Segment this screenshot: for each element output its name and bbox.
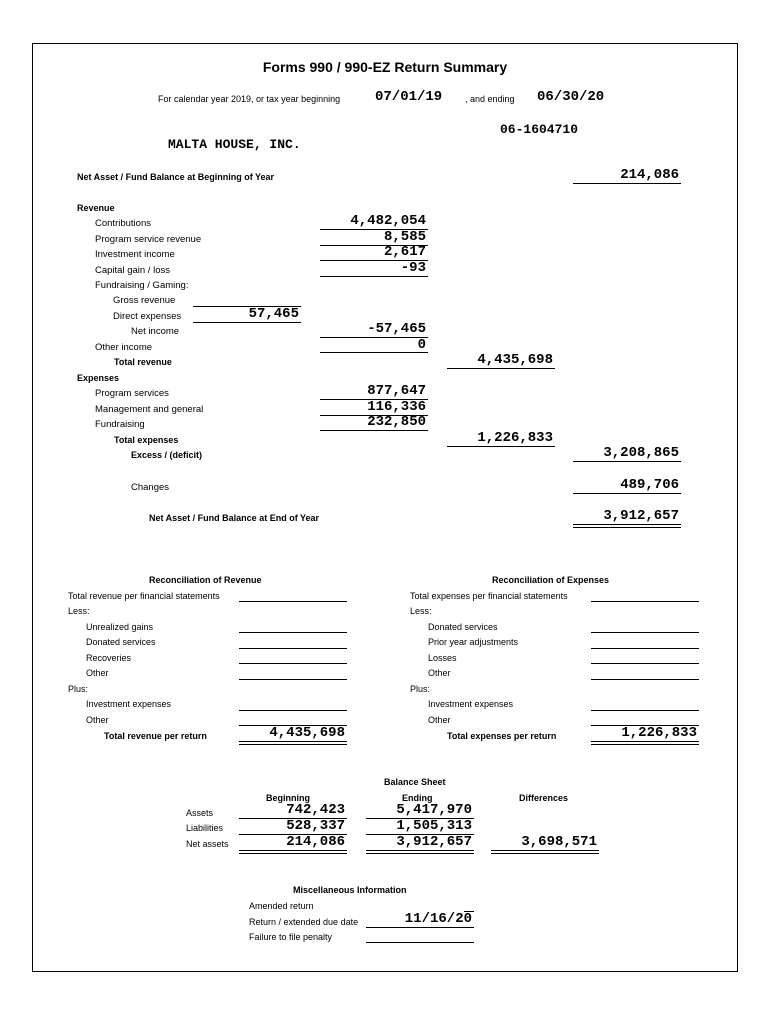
- liabilities-beginning: 528,337: [286, 818, 345, 834]
- recon-exp-total-label: Total expenses per return: [447, 731, 557, 741]
- rule: [573, 461, 681, 462]
- assets-label: Assets: [186, 808, 214, 818]
- program-service-revenue-label: Program service revenue: [95, 234, 202, 245]
- excess-deficit-label: Excess / (deficit): [131, 450, 203, 460]
- program-services-label: Program services: [95, 388, 169, 399]
- liabilities-ending: 1,505,313: [396, 818, 472, 834]
- net-assets-ending: 3,912,657: [396, 834, 472, 850]
- due-date-value: 11/16/20: [404, 911, 472, 927]
- program-service-revenue-value: 8,585: [383, 229, 426, 245]
- rule: [573, 493, 681, 494]
- rule: [591, 632, 699, 633]
- rule: [491, 850, 599, 854]
- net-beginning-underline: [573, 183, 681, 184]
- rule: [591, 663, 699, 664]
- net-end-label: Net Asset / Fund Balance at End of Year: [149, 513, 320, 523]
- net-income-label: Net income: [131, 326, 180, 337]
- recon-rev-other-label: Other: [86, 668, 109, 678]
- fundraising-value: 232,850: [367, 414, 426, 430]
- assets-ending: 5,417,970: [396, 802, 472, 818]
- rule: [239, 648, 347, 649]
- organization-name: MALTA HOUSE, INC.: [168, 137, 301, 152]
- balance-sheet-heading: Balance Sheet: [384, 777, 446, 787]
- rule: [239, 679, 347, 680]
- recon-rev-unrealized-label: Unrealized gains: [86, 622, 154, 632]
- other-income-value: 0: [417, 337, 426, 353]
- expenses-heading: Expenses: [77, 373, 120, 383]
- liabilities-label: Liabilities: [186, 823, 224, 833]
- recon-exp-donated-label: Donated services: [428, 622, 498, 632]
- recon-expenses-heading: Reconciliation of Expenses: [492, 575, 610, 585]
- amended-return-label: Amended return: [249, 901, 314, 911]
- assets-beginning: 742,423: [286, 802, 345, 818]
- gross-revenue-label: Gross revenue: [113, 295, 176, 306]
- contributions-label: Contributions: [95, 218, 151, 229]
- rule: [447, 446, 555, 447]
- penalty-label: Failure to file penalty: [249, 932, 333, 942]
- investment-income-value: 2,617: [383, 244, 426, 260]
- net-end-double-underline: [573, 524, 681, 528]
- rule: [591, 648, 699, 649]
- rule: [591, 710, 699, 711]
- fundraising-gaming-label: Fundraising / Gaming:: [95, 280, 189, 291]
- rule: [447, 368, 555, 369]
- management-general-value: 116,336: [367, 399, 426, 415]
- net-end-value: 3,912,657: [603, 508, 679, 524]
- recon-rev-plus-label: Plus:: [68, 684, 89, 694]
- recon-exp-other-label: Other: [428, 668, 451, 678]
- page-title: Forms 990 / 990-EZ Return Summary: [262, 59, 508, 75]
- rule: [193, 322, 301, 323]
- program-services-value: 877,647: [367, 383, 426, 399]
- rule: [239, 741, 347, 745]
- rule: [320, 276, 428, 277]
- recon-exp-investment-label: Investment expenses: [428, 699, 514, 709]
- capital-gain-label: Capital gain / loss: [95, 265, 170, 276]
- excess-deficit-value: 3,208,865: [603, 445, 679, 461]
- net-assets-difference: 3,698,571: [521, 834, 597, 850]
- net-beginning-label: Net Asset / Fund Balance at Beginning of Year: [77, 172, 275, 182]
- rule: [591, 601, 699, 602]
- contributions-value: 4,482,054: [350, 213, 426, 229]
- tax-year-begin-date: 07/01/19: [375, 89, 443, 105]
- changes-value: 489,706: [620, 477, 679, 493]
- recon-exp-losses-label: Losses: [428, 653, 457, 663]
- ein: 06-1604710: [500, 122, 579, 137]
- total-expenses-value: 1,226,833: [477, 430, 553, 446]
- net-assets-beginning: 214,086: [286, 834, 345, 850]
- investment-income-label: Investment income: [95, 249, 175, 260]
- total-expenses-label: Total expenses: [114, 435, 179, 445]
- other-income-label: Other income: [95, 342, 153, 353]
- recon-exp-prior-label: Prior year adjustments: [428, 637, 519, 647]
- fundraising-label: Fundraising: [95, 419, 145, 430]
- direct-expenses-value: 57,465: [248, 306, 299, 322]
- recon-revenue-heading: Reconciliation of Revenue: [149, 575, 262, 585]
- recon-exp-plus-label: Plus:: [410, 684, 431, 694]
- net-income-value: -57,465: [367, 321, 426, 337]
- col-beginning: Beginning: [266, 793, 310, 803]
- rule: [239, 850, 347, 854]
- recon-rev-recoveries-label: Recoveries: [86, 653, 132, 663]
- changes-label: Changes: [131, 482, 170, 493]
- total-revenue-value: 4,435,698: [477, 352, 553, 368]
- rule: [366, 942, 474, 943]
- net-assets-label: Net assets: [186, 839, 229, 849]
- recon-rev-other2-label: Other: [86, 715, 109, 725]
- rule: [320, 352, 428, 353]
- net-beginning-value: 214,086: [620, 167, 679, 183]
- rule: [239, 601, 347, 602]
- recon-exp-less-label: Less:: [410, 606, 432, 616]
- rule: [320, 430, 428, 431]
- rule: [239, 710, 347, 711]
- recon-rev-total-fs-label: Total revenue per financial statements: [68, 591, 220, 601]
- recon-exp-total-value: 1,226,833: [621, 725, 697, 741]
- tax-year-label: For calendar year 2019, or tax year beginning: [158, 94, 341, 104]
- col-ending: Ending: [402, 793, 433, 803]
- recon-rev-total-label: Total revenue per return: [104, 731, 207, 741]
- tax-year-end-date: 06/30/20: [537, 89, 605, 105]
- management-general-label: Management and general: [95, 404, 204, 415]
- recon-rev-investment-label: Investment expenses: [86, 699, 172, 709]
- rule: [366, 927, 474, 928]
- rule: [239, 663, 347, 664]
- and-ending-label: , and ending: [465, 94, 515, 104]
- col-differences: Differences: [519, 793, 569, 803]
- recon-rev-less-label: Less:: [68, 606, 90, 616]
- rule: [591, 741, 699, 745]
- due-date-label: Return / extended due date: [249, 917, 359, 927]
- total-revenue-label: Total revenue: [114, 357, 172, 367]
- recon-exp-other2-label: Other: [428, 715, 451, 725]
- capital-gain-value: -93: [400, 260, 426, 276]
- revenue-heading: Revenue: [77, 203, 115, 213]
- recon-rev-donated-label: Donated services: [86, 637, 156, 647]
- misc-heading: Miscellaneous Information: [293, 885, 407, 895]
- rule: [239, 632, 347, 633]
- recon-exp-total-fs-label: Total expenses per financial statements: [410, 591, 568, 601]
- direct-expenses-label: Direct expenses: [113, 311, 182, 322]
- recon-rev-total-value: 4,435,698: [269, 725, 345, 741]
- rule: [366, 850, 474, 854]
- rule: [591, 679, 699, 680]
